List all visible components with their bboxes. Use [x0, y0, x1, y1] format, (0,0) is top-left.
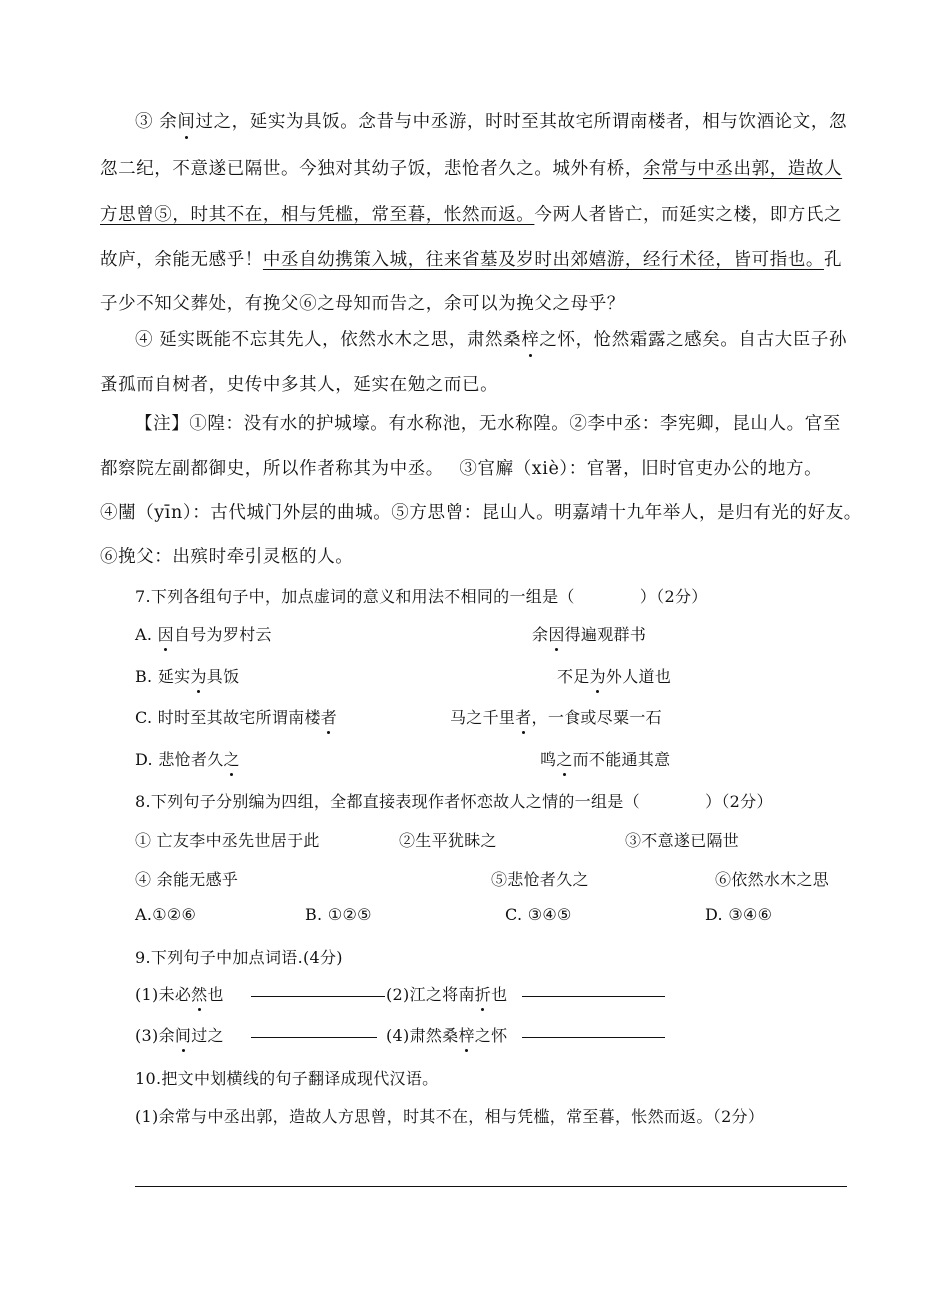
q8-choice-c: C. ③④⑤: [505, 905, 572, 924]
q10-stem: 10.把文中划横线的句子翻译成现代汉语。: [135, 1069, 439, 1088]
q9-answer-blank-1[interactable]: [251, 982, 385, 1001]
text-span: 之怀，怆然霜露之感矣。自古大臣子孙: [539, 330, 848, 350]
dotted-char: 梓: [521, 326, 539, 351]
text-span: ④ 延实既能不忘其先人，依然水木之思，肃然桑: [135, 330, 522, 350]
q8-item-6: ⑥依然水木之思: [715, 870, 830, 889]
text-span: 悲怆者久: [158, 750, 224, 769]
para4-line1: [135, 326, 847, 351]
option-label: D.: [135, 750, 153, 769]
dotted-char: 为: [590, 664, 606, 687]
para4-line2: 蚤孤而自树者，史传中多其人，延实在勉之而已。: [100, 375, 499, 395]
text-span: (3)余: [135, 1026, 175, 1045]
answer-line[interactable]: [522, 982, 665, 997]
text-span: 外人道也: [605, 667, 672, 686]
dotted-char: 为: [190, 664, 206, 687]
q9-item-3: [135, 1023, 224, 1046]
text-span: 故庐，余能无感乎！: [100, 250, 263, 270]
answer-rule[interactable]: [135, 1186, 847, 1187]
text-span: 得遍观群书: [564, 625, 647, 644]
text-span: 自号为罗村云: [173, 625, 272, 644]
q7-option-c: [135, 705, 337, 728]
q7-option-c-right: [450, 705, 662, 728]
dotted-char: 因: [158, 622, 174, 645]
dotted-char: 者: [515, 705, 531, 728]
q8-item-5: ⑤悲怆者久之: [491, 870, 589, 889]
text-span: 延实: [157, 667, 191, 686]
q8-item-1: ① 亡友李中丞先世居于此: [135, 831, 320, 850]
para3-line2: [100, 155, 842, 180]
q7-option-d-right: [540, 747, 670, 770]
q8-item-3: ③不意遂已隔世: [625, 831, 740, 850]
dotted-char: 然: [191, 982, 207, 1005]
q7-option-a: [135, 622, 272, 645]
option-label: A.: [135, 625, 153, 644]
text-span: 马之千里: [450, 708, 516, 727]
text-span: 不足: [557, 667, 590, 686]
para3-line3: [100, 201, 842, 226]
text-span: 忽二纪，不意遂已隔世。今独对其幼子饭，悲怆者久之。城外有桥，: [100, 159, 643, 179]
text-span: (4)肃然桑: [386, 1026, 459, 1045]
q7-option-b-right: [557, 664, 671, 687]
dotted-char: 之: [224, 747, 240, 770]
q7-option-a-right: [532, 622, 646, 645]
notes-line4: ⑥挽父：出殡时牵引灵柩的人。: [100, 547, 354, 567]
q9-answer-blank-2[interactable]: [522, 982, 665, 1001]
q8-item-2: ②生平犹眛之: [399, 831, 497, 850]
dotted-char: 折: [475, 982, 491, 1005]
text-span: 之怀: [474, 1026, 508, 1045]
q8-choice-d: D. ③④⑥: [705, 905, 773, 924]
underlined-sentence: 余常与中丞出郭，造故人: [643, 159, 843, 179]
q8-item-4: ④ 余能无感乎: [135, 870, 239, 889]
text-span: 也: [207, 985, 224, 1004]
q8-choice-b: B. ①②⑤: [305, 905, 372, 924]
text-span: 时时至其故宅所谓南楼: [157, 708, 321, 727]
text-span: ，一食或尽粟一石: [531, 708, 662, 727]
text-span: 过之: [191, 1026, 224, 1045]
dotted-char: 间: [177, 108, 195, 133]
para3-line5: 子少不知父葬处，有挽父⑥之母知而告之，余可以为挽父之母乎？: [100, 294, 625, 314]
text-span: (1)未必: [135, 985, 192, 1004]
text-span: 也: [491, 985, 508, 1004]
q8-choice-a: A.①②⑥: [135, 905, 197, 924]
q9-item-4: [386, 1023, 507, 1046]
q9-item-1: [135, 982, 224, 1005]
underlined-sentence: 中丞自幼携策入城，往来省墓及岁时出郊嬉游，经行术径，皆可指也。: [262, 250, 825, 270]
q9-answer-blank-3[interactable]: [251, 1023, 377, 1042]
q9-item-2: [386, 982, 507, 1005]
q9-stem: 9.下列句子中加点词语.(4分): [135, 948, 343, 967]
q7-stem: 7.下列各组句子中，加点虚词的意义和用法不相同的一组是（ ）（2分）: [135, 587, 708, 606]
dotted-char: 梓: [458, 1023, 474, 1046]
q7-option-d: [135, 747, 240, 770]
text-span: 余: [532, 625, 549, 644]
dotted-char: 因: [548, 622, 564, 645]
notes-line3: ④闉（yīn）：古代城门外层的曲城。⑤方思曾：昆山人。明嘉靖十九年举人，是归有光的好友。: [100, 503, 862, 523]
answer-line[interactable]: [251, 1023, 377, 1038]
answer-line[interactable]: [522, 1023, 665, 1038]
text-span: 鸣: [540, 750, 557, 769]
para3-line1: [135, 108, 847, 133]
text-span: 今两人者皆亡，而延实之楼，即方氏之: [534, 205, 843, 225]
text-span: 过之，延实为具饭。念昔与中丞游，时时至其故宅所谓南楼者，相与饮酒论文，忽: [195, 112, 848, 132]
q9-answer-blank-4[interactable]: [522, 1023, 665, 1042]
answer-line[interactable]: [251, 982, 385, 997]
dotted-char: 者: [321, 705, 337, 728]
underlined-sentence: 方思曾⑤，时其不在，相与凭槛，常至暮，怅然而返。: [100, 205, 535, 225]
notes-line2: 都察院左副都御史，所以作者称其为中丞。 ③官廨（xiè）：官署，旧时官吏办公的地方。: [100, 459, 823, 479]
text-span: ③ 余: [135, 112, 178, 132]
dotted-char: 之: [556, 747, 572, 770]
text-span: 孔: [824, 250, 843, 270]
q8-stem: 8.下列句子分别编为四组，全都直接表现作者怀恋故人之情的一组是（ ）（2分）: [135, 792, 773, 811]
notes-line1: 【注】①隍：没有水的护城壕。有水称池，无水称隍。②李中丞：李宪卿，昆山人。官至: [135, 414, 841, 434]
dotted-char: 间: [175, 1023, 191, 1046]
q7-option-b: [135, 664, 239, 687]
q10-sentence-1: (1)余常与中丞出郭，造故人方思曾，时其不在，相与凭槛，常至暮，怅然而返。（2分）: [135, 1107, 765, 1126]
option-label: B.: [135, 667, 153, 686]
text-span: 具饭: [206, 667, 240, 686]
text-span: 而不能通其意: [572, 750, 671, 769]
para3-line4: [100, 246, 842, 271]
text-span: (2)江之将南: [386, 985, 475, 1004]
option-label: C.: [135, 708, 153, 727]
